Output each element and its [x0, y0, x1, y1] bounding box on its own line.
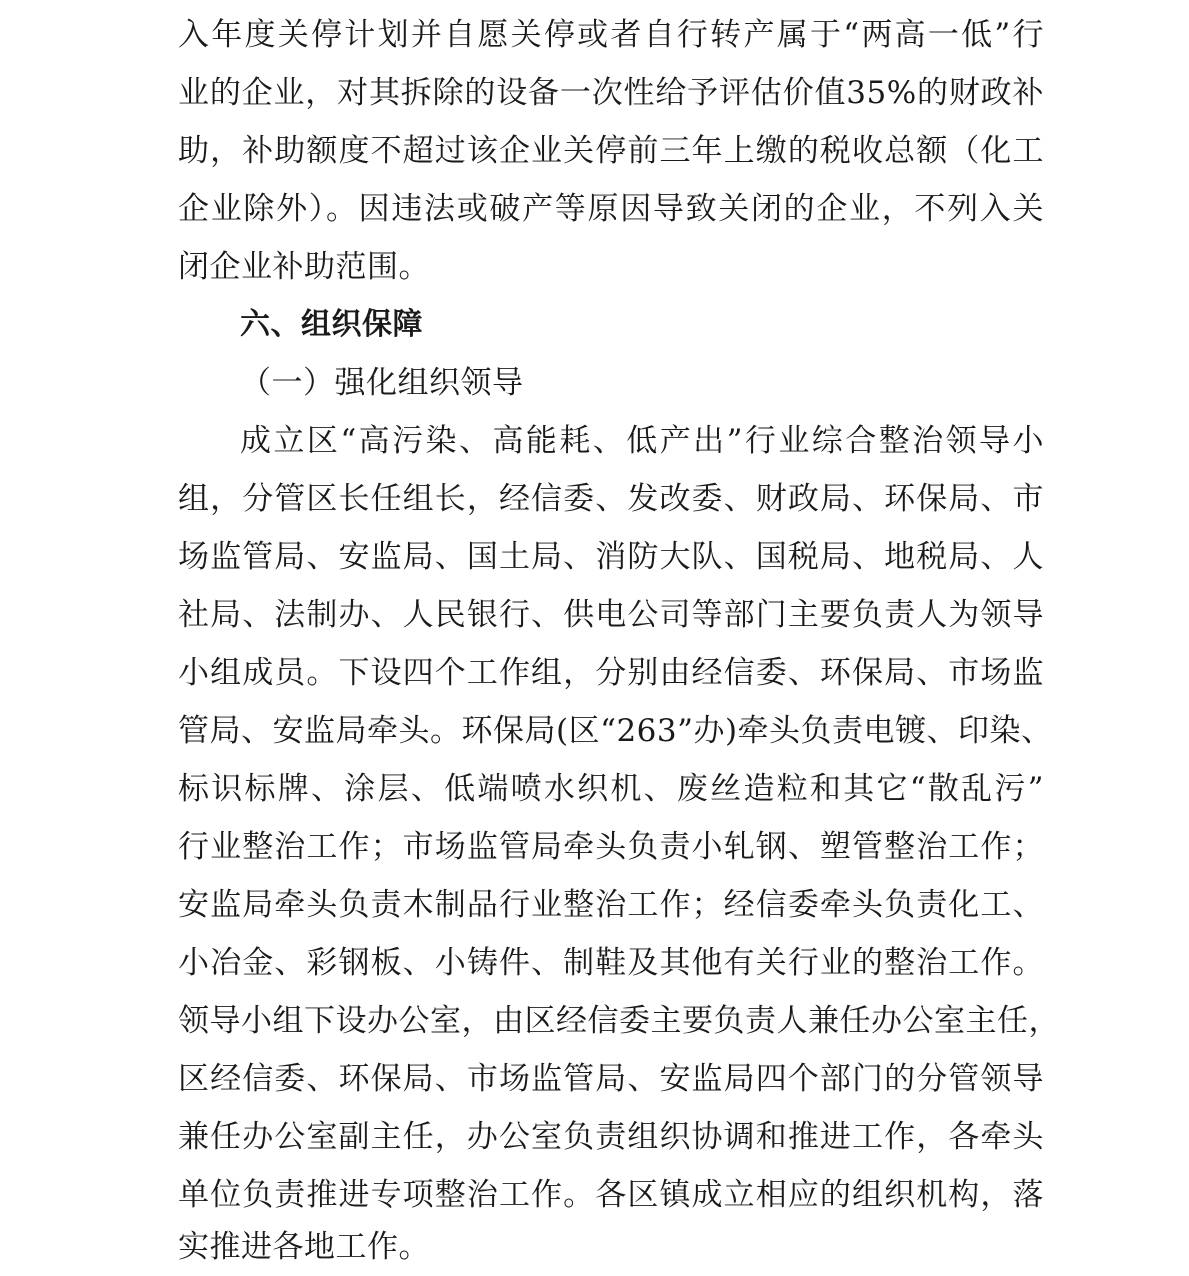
paragraph-line: 领导小组下设办公室，由区经信委主要负责人兼任办公室主任， [178, 1003, 1060, 1039]
paragraph-line: 组，分管区长任组长，经信委、发改委、财政局、环保局、市 [178, 481, 1044, 517]
paragraph-line: 单位负责推进专项整治工作。各区镇成立相应的组织机构，落 [178, 1177, 1044, 1213]
paragraph-line: 社局、法制办、人民银行、供电公司等部门主要负责人为领导 [178, 597, 1044, 633]
paragraph-line: 业的企业，对其拆除的设备一次性给予评估价值35%的财政补 [178, 75, 1044, 111]
paragraph-line: 兼任办公室副主任，办公室负责组织协调和推进工作，各牵头 [178, 1119, 1044, 1155]
paragraph-line: 助，补助额度不超过该企业关停前三年上缴的税收总额（化工 [178, 133, 1044, 169]
paragraph-line: 场监管局、安监局、国土局、消防大队、国税局、地税局、人 [178, 539, 1044, 575]
paragraph-line: 企业除外）。因违法或破产等原因导致关闭的企业，不列入关 [178, 191, 1044, 227]
paragraph-line: 实推进各地工作。 [178, 1229, 430, 1265]
paragraph-line: 安监局牵头负责木制品行业整治工作；经信委牵头负责化工、 [178, 887, 1044, 923]
paragraph-line: 成立区“高污染、高能耗、低产出”行业综合整治领导小 [240, 423, 1044, 459]
paragraph-line: 小组成员。下设四个工作组，分别由经信委、环保局、市场监 [178, 655, 1044, 691]
paragraph-line: 小冶金、彩钢板、小铸件、制鞋及其他有关行业的整治工作。 [178, 945, 1044, 981]
subsection-heading: （一）强化组织领导 [240, 365, 524, 401]
paragraph-line: 管局、安监局牵头。环保局(区“263”办)牵头负责电镀、印染、 [178, 713, 1053, 749]
paragraph-line: 入年度关停计划并自愿关停或者自行转产属于“两高一低”行 [178, 17, 1044, 53]
section-heading: 六、组织保障 [240, 307, 423, 342]
paragraph-line: 行业整治工作；市场监管局牵头负责小轧钢、塑管整治工作； [178, 829, 1044, 865]
paragraph-line: 闭企业补助范围。 [178, 249, 430, 285]
paragraph-line: 标识标牌、涂层、低端喷水织机、废丝造粒和其它“散乱污” [178, 771, 1044, 807]
paragraph-line: 区经信委、环保局、市场监管局、安监局四个部门的分管领导 [178, 1061, 1044, 1097]
